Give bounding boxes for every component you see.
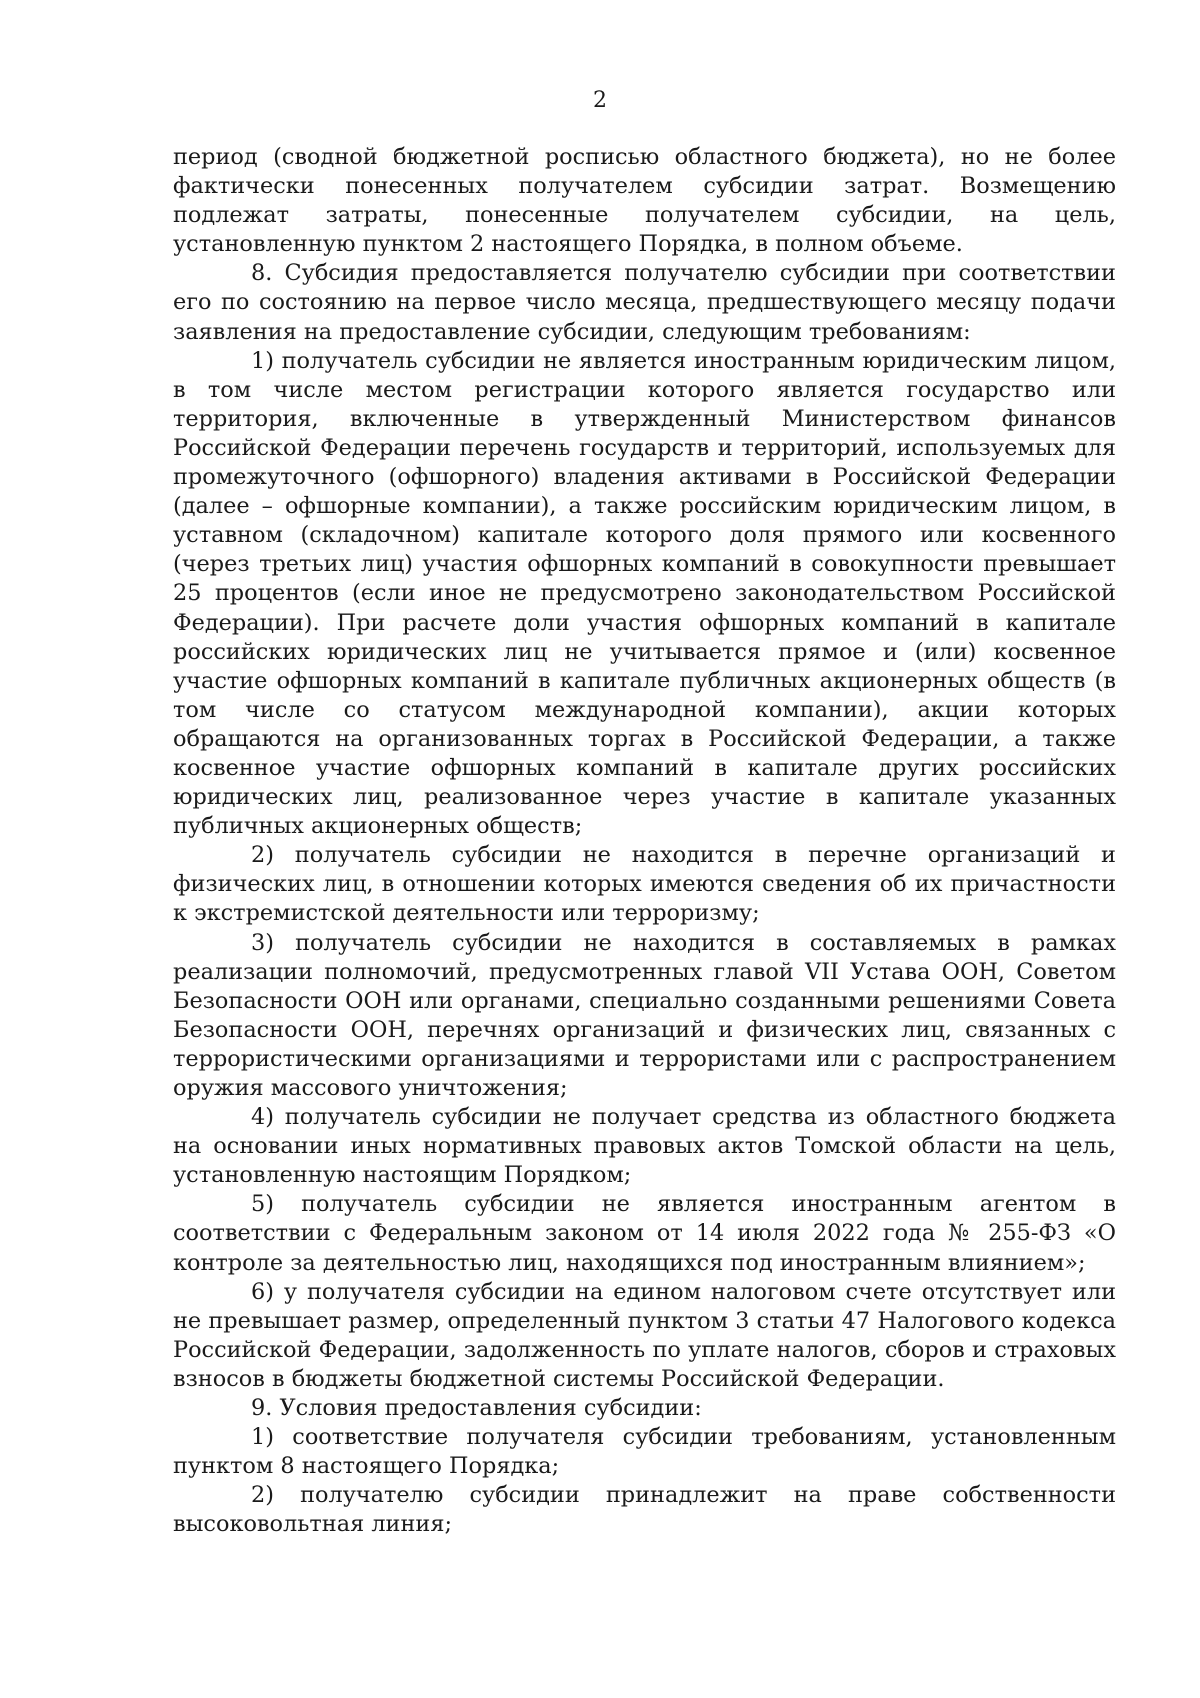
paragraph-clause-9-item-1: 1) соответствие получателя субсидии требованиям, установленным пунктом 8 настоящего Порядка; bbox=[173, 1424, 1116, 1480]
document-body bbox=[173, 143, 1116, 1540]
paragraph-clause-8: 8. Субсидия предоставляется получателю субсидии при соответствии его по состоянию на первое число месяца, предшествующего месяцу подачи заявления на предоставление субсидии, следующим требованиям: bbox=[173, 260, 1116, 345]
paragraph-clause-8-item-3: 3) получатель субсидии не находится в составляемых в рамках реализации полномочий, предусмотренных главой VII Устава ООН, Советом Безопасности ООН или органами, специально созданными решениями Совета Безопасности ООН, перечнях организаций и физических лиц, связанных с террористическими организациями и террористами или с распространением оружия массового уничтожения; bbox=[173, 929, 1116, 1101]
paragraph-clause-8-item-5: 5) получатель субсидии не является иностранным агентом в соответствии с Федеральным законом от 14 июля 2022 года № 255-ФЗ «О контроле за деятельностью лиц, находящихся под иностранным влиянием»; bbox=[173, 1191, 1116, 1276]
page-number: 2 bbox=[593, 88, 607, 113]
paragraph-clause-8-item-4: 4) получатель субсидии не получает средства из областного бюджета на основании иных нормативных правовых актов Томской области на цель, установленную настоящим Порядком; bbox=[173, 1104, 1116, 1189]
paragraph-clause-9-item-2: 2) получателю субсидии принадлежит на праве собственности высоковольтная линия; bbox=[173, 1482, 1116, 1538]
paragraph-clause-8-item-6: 6) у получателя субсидии на едином налоговом счете отсутствует или не превышает размер, определенный пунктом 3 статьи 47 Налогового кодекса Российской Федерации, задолженность по уплате налогов, сборов и страховых взносов в бюджеты бюджетной системы Российской Федерации. bbox=[173, 1278, 1116, 1392]
paragraph-clause-8-item-2: 2) получатель субсидии не находится в перечне организаций и физических лиц, в отношении которых имеются сведения об их причастности к экстремистской деятельности или терроризму; bbox=[173, 842, 1116, 927]
paragraph-clause-9: 9. Условия предоставления субсидии: bbox=[251, 1395, 702, 1422]
paragraph-continuation: период (сводной бюджетной росписью областного бюджета), но не более фактически понесенных получателем субсидии затрат. Возмещению подлежат затраты, понесенные получателем субсидии, на цель, установленную пунктом 2 настоящего Порядка, в полном объеме. bbox=[173, 144, 1116, 258]
paragraph-clause-8-item-1: 1) получатель субсидии не является иностранным юридическим лицом, в том числе местом регистрации которого является государство или территория, включенные в утвержденный Министерством финансов Российской Федерации перечень государств и территорий, используемых для промежуточного (офшорного) владения активами в Российской Федерации (далее – офшорные компании), а также российским юридическим лицом, в уставном (складочном) капитале которого доля прямого или косвенного (через третьих лиц) участия офшорных компаний в совокупности превышает 25 процентов (если иное не предусмотрено законодательством Российской Федерации). При расчете доли участия офшорных компаний в капитале российских юридических лиц не учитывается прямое и (или) косвенное участие офшорных компаний в капитале публичных акционерных обществ (в том числе со статусом международной компании), акции которых обращаются на организованных торгах в Российской Федерации, а также косвенное участие офшорных компаний в капитале других российских юридических лиц, реализованное через участие в капитале указанных публичных акционерных обществ; bbox=[173, 347, 1116, 840]
